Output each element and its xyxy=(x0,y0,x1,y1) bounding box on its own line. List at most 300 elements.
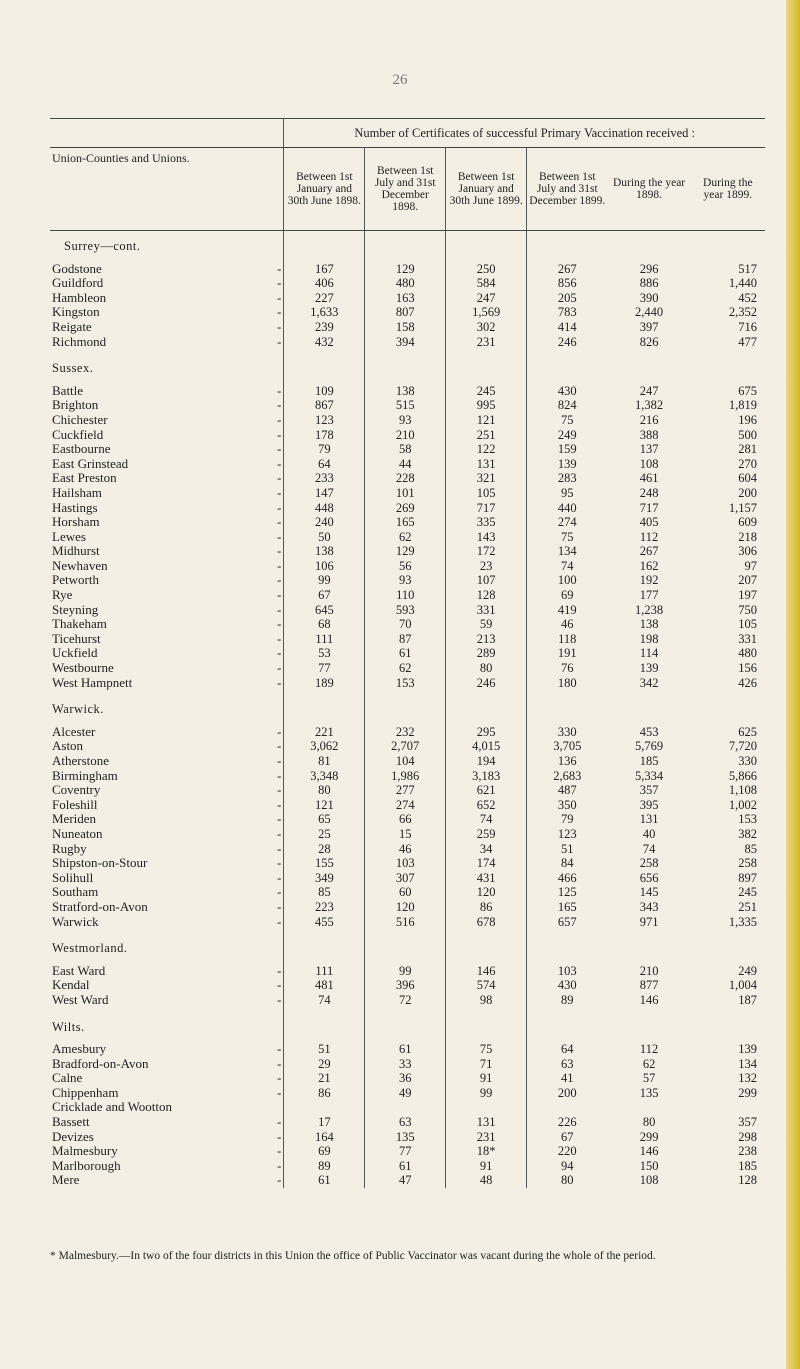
value-cell: 824 xyxy=(527,398,608,413)
leader-dash: - xyxy=(277,869,282,885)
value-cell: 1,382 xyxy=(635,398,664,413)
value-cell: 125 xyxy=(527,885,608,900)
county-heading: Warwick. xyxy=(52,702,104,717)
value-cell: 57 xyxy=(642,1071,656,1086)
value-cell: 656 xyxy=(639,870,659,885)
spacer-cell xyxy=(446,376,527,384)
union-name: Birmingham xyxy=(52,767,118,783)
table-row xyxy=(50,544,765,559)
leader-dash: - xyxy=(277,426,282,442)
value-cell: 335 xyxy=(446,515,527,530)
value-cell: 516 xyxy=(365,915,446,930)
value-cell: 123 xyxy=(527,827,608,842)
value-cell: 155 xyxy=(284,856,365,871)
spacer-cell xyxy=(527,1034,608,1042)
value-cell: 106 xyxy=(284,559,365,574)
value-cell: 164 xyxy=(284,1130,365,1145)
value-cell: 625 xyxy=(738,724,757,739)
value-cell: 85 xyxy=(284,885,365,900)
blank-cell xyxy=(446,239,527,254)
blank-cell xyxy=(608,1020,691,1035)
union-name: Ticehurst xyxy=(52,630,101,646)
value-cell: 382 xyxy=(738,826,757,841)
spacer-cell xyxy=(608,1034,691,1042)
value-cell: 100 xyxy=(527,573,608,588)
value-cell: 574 xyxy=(446,978,527,993)
value-cell xyxy=(527,1100,608,1115)
union-name-cell xyxy=(50,993,284,1008)
blank-cell xyxy=(284,941,365,956)
value-cell: 187 xyxy=(738,992,757,1007)
value-cell: 250 xyxy=(446,262,527,277)
value-cell: 220 xyxy=(527,1144,608,1159)
value-cell: 3,183 xyxy=(446,769,527,784)
value-cell: 200 xyxy=(527,1086,608,1101)
value-cell: 466 xyxy=(527,871,608,886)
value-cell: 135 xyxy=(365,1130,446,1145)
table-body xyxy=(50,231,765,1189)
table-row xyxy=(50,676,765,691)
value-cell: 64 xyxy=(284,457,365,472)
value-cell: 47 xyxy=(365,1173,446,1188)
leader-dash: - xyxy=(277,528,282,544)
spacer-cell xyxy=(365,690,446,702)
spacer-cell xyxy=(284,254,365,262)
spacer-cell xyxy=(50,1008,284,1020)
spacer-cell xyxy=(527,929,608,941)
value-cell: 221 xyxy=(284,725,365,740)
value-cell: 70 xyxy=(365,617,446,632)
value-cell: 189 xyxy=(284,676,365,691)
row-header: Union-Counties and Unions. xyxy=(50,148,284,231)
value-cell: 5,769 xyxy=(635,739,664,754)
leader-dash: - xyxy=(277,514,282,530)
blank-cell xyxy=(365,1020,446,1035)
value-cell: 248 xyxy=(639,485,659,500)
value-cell: 65 xyxy=(284,812,365,827)
spacer-cell xyxy=(50,231,284,240)
value-cell: 430 xyxy=(527,978,608,993)
value-cell: 267 xyxy=(527,262,608,277)
union-name: Battle xyxy=(52,382,84,398)
union-name-cell xyxy=(50,305,284,320)
value-cell: 139 xyxy=(639,661,659,676)
county-heading: Sussex. xyxy=(52,361,94,376)
union-name: Meriden xyxy=(52,811,97,827)
value-cell: 15 xyxy=(365,827,446,842)
value-cell: 81 xyxy=(284,754,365,769)
union-name: West Ward xyxy=(52,991,109,1007)
table-row xyxy=(50,291,765,306)
union-name: Bradford-on-Avon xyxy=(52,1055,149,1071)
union-name: Coventry xyxy=(52,782,101,798)
leader-dash: - xyxy=(277,723,282,739)
value-cell: 103 xyxy=(365,856,446,871)
value-cell: 72 xyxy=(365,993,446,1008)
value-cell: 63 xyxy=(527,1057,608,1072)
value-cell: 146 xyxy=(446,964,527,979)
value-cell: 74 xyxy=(527,559,608,574)
union-name-cell xyxy=(50,262,284,277)
value-cell: 110 xyxy=(365,588,446,603)
table-row xyxy=(50,1115,765,1130)
union-name: Nuneaton xyxy=(52,825,103,841)
value-cell: 240 xyxy=(284,515,365,530)
blank-cell xyxy=(691,702,765,717)
leader-dash: - xyxy=(277,753,282,768)
value-cell: 153 xyxy=(738,812,757,827)
leader-dash: - xyxy=(277,397,282,413)
union-name: East Ward xyxy=(52,962,106,978)
union-name: Aston xyxy=(52,738,84,754)
blank-cell xyxy=(691,239,765,254)
value-cell: 307 xyxy=(365,871,446,886)
value-cell: 267 xyxy=(639,544,659,559)
table-row xyxy=(50,559,765,574)
spacer-cell xyxy=(50,690,284,702)
value-cell: 80 xyxy=(527,1173,608,1188)
leader-dash: - xyxy=(277,674,282,690)
table-row xyxy=(50,471,765,486)
page-edge xyxy=(786,0,800,1369)
spacer-cell xyxy=(527,349,608,361)
union-name: Newhaven xyxy=(52,557,108,573)
value-cell: 246 xyxy=(527,335,608,350)
table-row xyxy=(50,725,765,740)
value-cell: 111 xyxy=(284,632,365,647)
spacer-row xyxy=(50,1034,765,1042)
leader-dash: - xyxy=(277,840,282,856)
county-row xyxy=(50,239,765,254)
value-cell: 461 xyxy=(639,471,659,486)
value-cell: 245 xyxy=(738,885,757,900)
leader-dash: - xyxy=(277,601,282,617)
value-cell: 277 xyxy=(365,783,446,798)
value-cell: 51 xyxy=(284,1042,365,1057)
spacer-cell xyxy=(691,1008,765,1020)
union-name: Solihull xyxy=(52,869,94,885)
value-cell: 302 xyxy=(446,320,527,335)
union-name: Bassett xyxy=(52,1114,90,1130)
blank-cell xyxy=(284,361,365,376)
county-row xyxy=(50,941,765,956)
value-cell: 67 xyxy=(284,588,365,603)
value-cell: 134 xyxy=(527,544,608,559)
table-row xyxy=(50,1071,765,1086)
value-cell: 185 xyxy=(639,754,659,768)
spacer-cell xyxy=(527,690,608,702)
value-cell: 174 xyxy=(446,856,527,871)
table-row xyxy=(50,320,765,335)
value-cell: 138 xyxy=(365,384,446,399)
union-name-cell xyxy=(50,501,284,516)
union-name-cell xyxy=(50,486,284,501)
table-row xyxy=(50,305,765,320)
union-name-cell xyxy=(50,915,284,930)
table-row xyxy=(50,885,765,900)
value-cell: 388 xyxy=(639,427,659,442)
leader-dash: - xyxy=(277,557,282,573)
spacer-cell xyxy=(50,376,284,384)
county-row xyxy=(50,702,765,717)
value-cell: 108 xyxy=(639,456,659,471)
value-cell: 406 xyxy=(284,276,365,291)
union-name: Calne xyxy=(52,1070,83,1086)
spacer-cell xyxy=(608,956,691,964)
value-cell: 198 xyxy=(639,631,659,646)
union-name-cell xyxy=(50,1042,284,1057)
union-name-cell xyxy=(50,739,284,754)
blank-cell xyxy=(284,1020,365,1035)
value-cell: 143 xyxy=(446,530,527,545)
value-cell: 223 xyxy=(284,900,365,915)
leader-dash: - xyxy=(277,884,282,900)
value-cell: 226 xyxy=(527,1115,608,1130)
value-cell: 135 xyxy=(639,1085,659,1100)
value-cell: 249 xyxy=(527,428,608,443)
spacer-cell xyxy=(284,349,365,361)
union-name: East Grinstead xyxy=(52,455,129,471)
union-name-cell xyxy=(50,1173,284,1188)
blank-cell xyxy=(608,941,691,956)
union-name-cell xyxy=(50,725,284,740)
spacer-row xyxy=(50,690,765,702)
value-cell: 61 xyxy=(365,1042,446,1057)
value-cell: 107 xyxy=(446,573,527,588)
leader-dash: - xyxy=(277,275,282,291)
spacer-cell xyxy=(608,1008,691,1020)
value-cell: 118 xyxy=(527,632,608,647)
value-cell: 178 xyxy=(284,428,365,443)
union-name: Alcester xyxy=(52,723,96,739)
spacer-cell xyxy=(365,1008,446,1020)
spacer-cell xyxy=(284,929,365,941)
value-cell: 60 xyxy=(365,885,446,900)
value-cell: 807 xyxy=(365,305,446,320)
value-cell: 131 xyxy=(446,1115,527,1130)
blank-cell xyxy=(446,361,527,376)
value-cell: 49 xyxy=(365,1086,446,1101)
value-cell: 156 xyxy=(738,661,757,676)
blank-cell xyxy=(527,702,608,717)
value-cell: 185 xyxy=(738,1158,757,1173)
value-cell: 419 xyxy=(527,603,608,618)
union-name: Shipston-on-Stour xyxy=(52,855,148,871)
blank-cell xyxy=(691,941,765,956)
spacer-cell xyxy=(284,376,365,384)
table-row xyxy=(50,1173,765,1188)
leader-dash: - xyxy=(277,616,282,632)
value-cell: 93 xyxy=(365,413,446,428)
table-row xyxy=(50,428,765,443)
value-cell: 177 xyxy=(639,588,659,603)
value-cell: 29 xyxy=(284,1057,365,1072)
value-cell: 296 xyxy=(639,261,659,276)
value-cell: 53 xyxy=(284,646,365,661)
union-name-cell xyxy=(50,457,284,472)
union-name-cell xyxy=(50,856,284,871)
value-cell xyxy=(284,1100,365,1115)
union-name-cell xyxy=(50,442,284,457)
value-cell: 75 xyxy=(527,413,608,428)
leader-dash: - xyxy=(277,484,282,500)
blank-cell xyxy=(446,702,527,717)
blank-cell xyxy=(365,941,446,956)
table-row xyxy=(50,573,765,588)
leader-dash: - xyxy=(277,318,282,334)
value-cell: 448 xyxy=(284,501,365,516)
spacer-cell xyxy=(446,349,527,361)
union-name: Godstone xyxy=(52,260,102,276)
value-cell: 500 xyxy=(738,427,757,442)
spacer-cell xyxy=(691,717,765,725)
table-row xyxy=(50,276,765,291)
footnote: * Malmesbury.—In two of the four districts in this Union the office of Public Vaccinator was vacant during the whole of the period. xyxy=(50,1250,656,1262)
union-name-cell xyxy=(50,617,284,632)
spacer-cell xyxy=(50,929,284,941)
county-row xyxy=(50,361,765,376)
union-name-cell xyxy=(50,320,284,335)
value-cell: 259 xyxy=(446,827,527,842)
value-cell: 245 xyxy=(446,384,527,399)
leader-dash: - xyxy=(277,1128,282,1144)
spacer-cell xyxy=(365,717,446,725)
leader-dash: - xyxy=(277,782,282,798)
blank-cell xyxy=(608,361,691,376)
spacer-row xyxy=(50,717,765,725)
spacer-cell xyxy=(608,349,691,361)
spacer-cell xyxy=(446,1034,527,1042)
value-cell: 79 xyxy=(284,442,365,457)
value-cell: 41 xyxy=(527,1071,608,1086)
column-header: Between 1st January and 30th June 1898. xyxy=(284,148,365,231)
value-cell: 112 xyxy=(639,1042,659,1057)
leader-dash: - xyxy=(277,630,282,646)
value-cell: 192 xyxy=(639,573,659,588)
leader-dash: - xyxy=(277,660,282,676)
value-cell: 1,335 xyxy=(728,914,757,929)
union-name: West Hampnett xyxy=(52,674,133,690)
value-cell: 93 xyxy=(365,573,446,588)
value-cell: 238 xyxy=(738,1144,757,1159)
spacer-cell xyxy=(608,254,691,262)
value-cell: 826 xyxy=(639,334,659,349)
value-cell: 717 xyxy=(446,501,527,516)
value-cell: 89 xyxy=(284,1159,365,1174)
union-name: Eastbourne xyxy=(52,441,111,457)
spacer-cell xyxy=(691,929,765,941)
column-header: Between 1st January and 30th June 1899. xyxy=(446,148,527,231)
table-row xyxy=(50,754,765,769)
value-cell: 95 xyxy=(527,486,608,501)
table-row xyxy=(50,1086,765,1101)
leader-dash: - xyxy=(277,796,282,812)
spacer-cell xyxy=(691,376,765,384)
spacer-row xyxy=(50,376,765,384)
value-cell: 46 xyxy=(365,842,446,857)
value-cell: 23 xyxy=(446,559,527,574)
value-cell: 455 xyxy=(284,915,365,930)
spacer-cell xyxy=(446,1008,527,1020)
spacer-cell xyxy=(446,231,527,240)
value-cell: 129 xyxy=(365,544,446,559)
value-cell: 247 xyxy=(446,291,527,306)
spacer-cell xyxy=(446,690,527,702)
leader-dash: - xyxy=(277,1143,282,1159)
value-cell: 46 xyxy=(527,617,608,632)
table-row xyxy=(50,588,765,603)
value-cell: 395 xyxy=(639,797,659,812)
blank-cell xyxy=(608,702,691,717)
value-cell: 394 xyxy=(365,335,446,350)
vaccination-table xyxy=(50,118,765,1188)
union-name-cell xyxy=(50,798,284,813)
union-name-cell xyxy=(50,871,284,886)
union-name: Malmesbury xyxy=(52,1143,118,1159)
value-cell: 239 xyxy=(284,320,365,335)
value-cell: 108 xyxy=(639,1173,659,1188)
union-name: Chippenham xyxy=(52,1084,119,1100)
value-cell: 274 xyxy=(527,515,608,530)
value-cell: 111 xyxy=(284,964,365,979)
value-cell: 414 xyxy=(527,320,608,335)
value-cell: 180 xyxy=(527,676,608,691)
value-cell: 105 xyxy=(446,486,527,501)
spacer-row xyxy=(50,231,765,240)
union-name: Kendal xyxy=(52,977,90,993)
blank-header-cell xyxy=(50,119,284,148)
spacer-row xyxy=(50,956,765,964)
union-name: Rugby xyxy=(52,840,87,856)
value-cell: 159 xyxy=(527,442,608,457)
spacer-cell xyxy=(365,376,446,384)
union-name-cell xyxy=(50,588,284,603)
value-cell: 231 xyxy=(446,1130,527,1145)
value-cell: 1,004 xyxy=(728,978,757,993)
union-name-cell xyxy=(50,573,284,588)
union-name: Guildford xyxy=(52,275,104,291)
union-name: Amesbury xyxy=(52,1041,107,1057)
leader-dash: - xyxy=(277,738,282,754)
value-cell: 74 xyxy=(284,993,365,1008)
union-name-cell xyxy=(50,1086,284,1101)
value-cell: 289 xyxy=(446,646,527,661)
leader-dash: - xyxy=(277,333,282,349)
table-row xyxy=(50,783,765,798)
union-name-cell xyxy=(50,428,284,443)
spacer-cell xyxy=(608,231,691,240)
table-row xyxy=(50,1159,765,1174)
leader-dash: - xyxy=(277,289,282,305)
value-cell: 1,157 xyxy=(728,500,757,515)
table-row xyxy=(50,384,765,399)
spacer-cell xyxy=(608,717,691,725)
value-cell: 36 xyxy=(365,1071,446,1086)
value-cell: 51 xyxy=(527,842,608,857)
value-cell: 228 xyxy=(365,471,446,486)
spacer-cell xyxy=(527,254,608,262)
value-cell: 44 xyxy=(365,457,446,472)
value-cell: 233 xyxy=(284,471,365,486)
value-cell: 167 xyxy=(284,262,365,277)
value-cell: 1,569 xyxy=(446,305,527,320)
union-name-cell xyxy=(50,398,284,413)
union-name: Lewes xyxy=(52,528,86,544)
value-cell: 109 xyxy=(284,384,365,399)
value-cell: 74 xyxy=(446,812,527,827)
value-cell: 249 xyxy=(738,963,757,978)
leader-dash: - xyxy=(277,455,282,471)
